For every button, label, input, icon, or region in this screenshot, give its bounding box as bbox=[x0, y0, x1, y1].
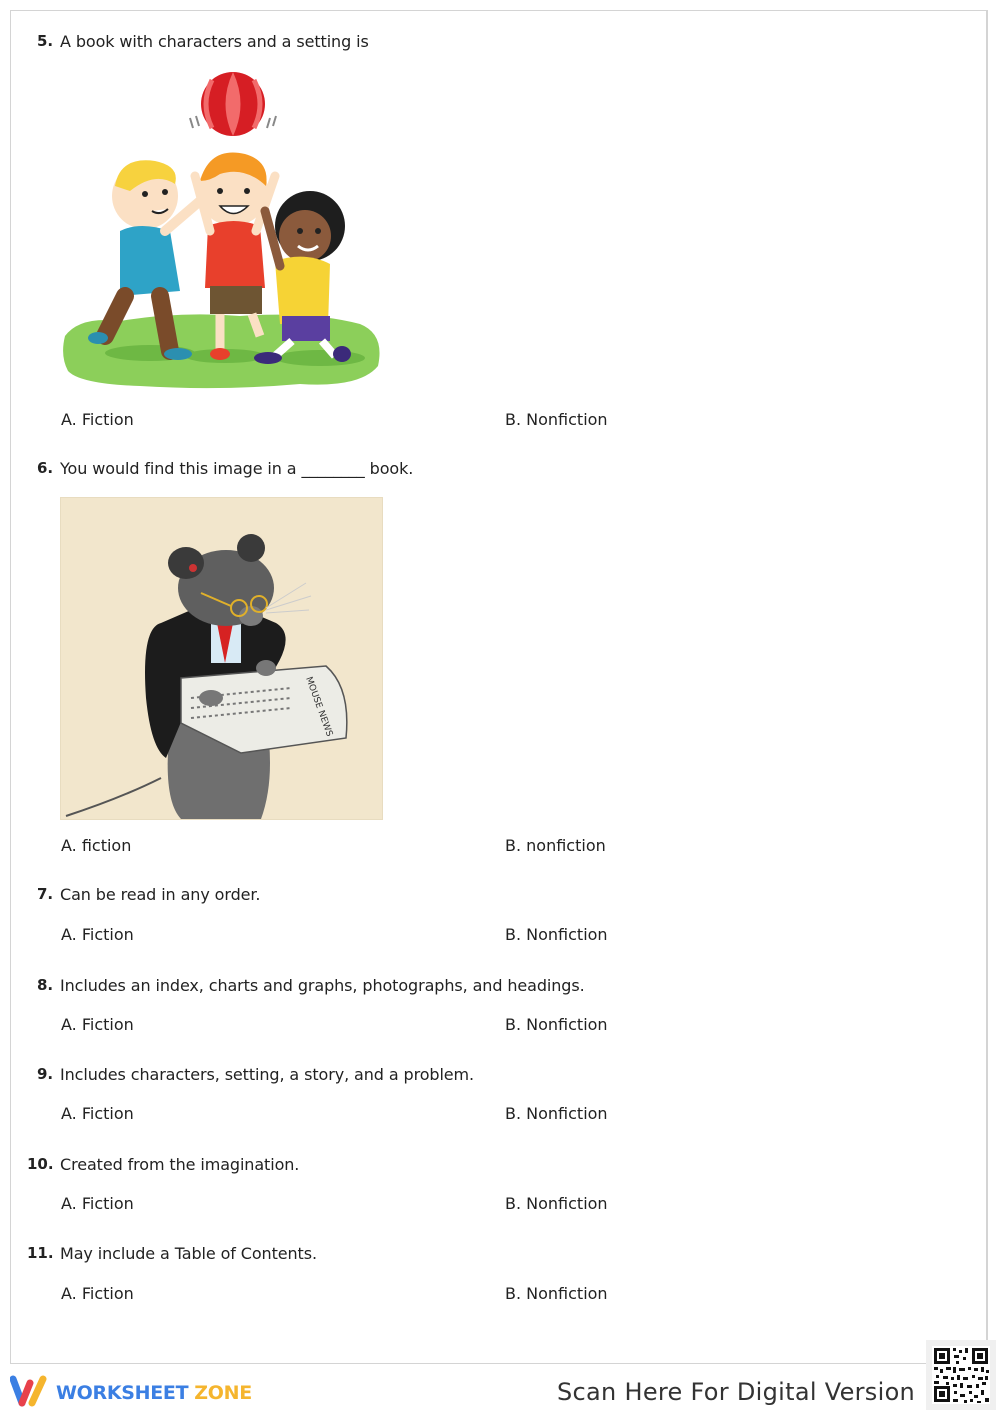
worksheetzone-logo[interactable] bbox=[10, 1376, 252, 1410]
question-text: You would find this image in a ________ book. bbox=[60, 459, 414, 478]
question-number: 11. bbox=[27, 1244, 54, 1262]
children-playing-ball-image bbox=[60, 66, 390, 396]
option-a[interactable]: A. Fiction bbox=[61, 1015, 134, 1034]
option-b[interactable]: B. Nonfiction bbox=[505, 1284, 608, 1303]
question-number: 10. bbox=[27, 1155, 54, 1173]
qr-code-icon[interactable] bbox=[926, 1340, 996, 1410]
question-text: A book with characters and a setting is bbox=[60, 32, 369, 51]
brand-name-zone: ZONE bbox=[194, 1382, 252, 1404]
worksheetzone-w-icon bbox=[10, 1375, 50, 1411]
question-text: Includes characters, setting, a story, and a problem. bbox=[60, 1065, 475, 1084]
question-number: 6. bbox=[37, 459, 54, 477]
question-number: 9. bbox=[37, 1065, 54, 1083]
option-a[interactable]: A. Fiction bbox=[61, 1194, 134, 1213]
option-a[interactable]: A. Fiction bbox=[61, 410, 134, 429]
question-text: Created from the imagination. bbox=[60, 1155, 300, 1174]
question-text: May include a Table of Contents. bbox=[60, 1244, 317, 1263]
question-number: 8. bbox=[37, 976, 54, 994]
option-b[interactable]: B. Nonfiction bbox=[505, 1194, 608, 1213]
brand-name-worksheet: WORKSHEET bbox=[56, 1382, 189, 1404]
option-a[interactable]: A. Fiction bbox=[61, 1104, 134, 1123]
question-number: 5. bbox=[37, 32, 54, 50]
svg-text:MOUSE NEWS: MOUSE NEWS bbox=[303, 675, 335, 738]
option-b[interactable]: B. nonfiction bbox=[505, 836, 606, 855]
option-b[interactable]: B. Nonfiction bbox=[505, 1104, 608, 1123]
question-text: Includes an index, charts and graphs, photographs, and headings. bbox=[60, 976, 585, 995]
option-a[interactable]: A. fiction bbox=[61, 836, 132, 855]
option-b[interactable]: B. Nonfiction bbox=[505, 925, 608, 944]
option-a[interactable]: A. Fiction bbox=[61, 1284, 134, 1303]
scan-here-text: Scan Here For Digital Version bbox=[557, 1378, 916, 1406]
mouse-reading-newspaper-image bbox=[60, 497, 383, 820]
option-b[interactable]: B. Nonfiction bbox=[505, 410, 608, 429]
question-text: Can be read in any order. bbox=[60, 885, 261, 904]
option-b[interactable]: B. Nonfiction bbox=[505, 1015, 608, 1034]
option-a[interactable]: A. Fiction bbox=[61, 925, 134, 944]
question-number: 7. bbox=[37, 885, 54, 903]
